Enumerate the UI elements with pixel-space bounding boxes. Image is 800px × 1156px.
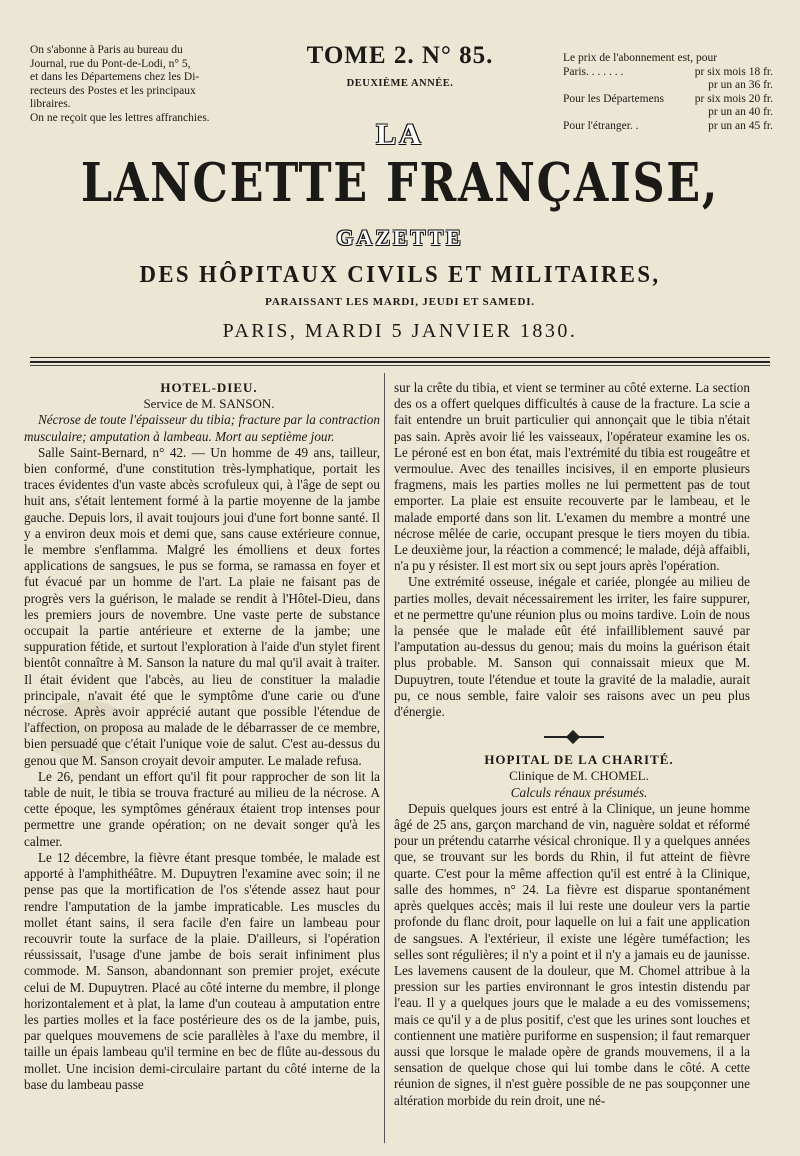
publication-schedule: PARAISSANT LES MARDI, JEUDI ET SAMEDI. [265,296,535,308]
subscription-line: On s'abonne à Paris au bureau du [30,44,183,56]
clinic-label: Clinique de M. CHOMEL. [509,768,649,784]
article-paragraph: Salle Saint-Bernard, n° 42. — Un homme de 49 ans, tailleur, bien conformé, d'une constitution très-lymphatique, portait les traces évidentes d'un vaste abcès scrofuleux qui, à l'âge de sept ou huit ans, s'était lentement formé à la partie moyenne de la jambe gauche. Depuis lors, il avait toujours joui d'une fort bonne santé. Il y a environ deux mois et demi que, sans cause extérieure connue, le membre s'enflamma. Malgré les émolliens et deux fortes applications de sangsues, le pus se forma, se ramassa en foyer et fut évacué par un homme de l'art. La plaie ne faisant pas de progrès vers la guérison, le malade se rendit à l'Hôtel-Dieu, dans les premiers jours de novembre. Une vaste perte de substance occupait la partie antérieure et externe de la jambe; une suppuration fétide, et surtout l'exploration à l'aide d'un stylet firent bientôt connaître à M. Sanson la nature du mal qu'il avait à traiter. Il était évident que l'abcès, au lieu de constituer la maladie principale, n'avait été que le symptôme d'une carie ou d'une nécrose. Après avoir apprécié autant que possible l'étendue de l'affection, on proposa au malade de le débarrasser de ce membre, bien persuadé que c'était l'unique voie de salut. C'est au-dessus du genou que M. Sanson croyait devoir amputer. Le malade refusa. [24,444,380,768]
price-row [563,66,773,80]
article-paragraph: Depuis quelques jours est entré à la Clinique, un jeune homme âgé de 25 ans, garçon marchand de vin, naguère soldat et réformé pour un prétendu catarrhe vésical chronique. Il y a quelques années que, se trouvant sur les bords du Rhin, il fut atteint de fièvre quarte. C'est pour la même affection qu'il est entré à la Clinique, salle des hommes, n° 24. La fièvre est disparue spontanément après quelques accès; mais il lui reste une douleur vers la partie profonde du flanc droit, pour laquelle on lui a fait une application de sangsues. A l'extérieur, il existe une légère tuméfaction; les selles sont régulières; il n'y a point et il n'y a jamais eu de jaunisse. Les lavemens causent de la douleur, que M. Chomel attribue à la pression sur les parties environnant le gros intestin distendu par l'eau. Il y a quelques jours que le malade a eu des vomissemens; mais ce qu'il y a de plus positif, c'est que les urines sont louches et contiennent une matière puriforme en suspension; il faut remarquer aussi que lorsque le malade opère de grands mouvemens, il a la sensation de quelque chose qui lui tombe dans le côté. A cette réunion de signes, il n'est guère possible de ne pas soupçonner une altération morbide du rein droit, une né- [394,800,750,1108]
price-value: pr six mois 20 fr. [694,92,773,105]
subscription-line: et dans les Départemens chez les Di- [30,71,200,83]
gazette-label: GAZETTE [336,225,464,250]
article-paragraph: sur la crête du tibia, et vient se terminer au côté externe. La section des os a offert quelques difficultés à cause de la fracture. La scie a fait entendre un bruit particulier qui annonçait que le tibia n'était pas sain. Après avoir lié les vaisseaux, l'opérateur examine les os. Le péroné est en bon état, mais l'extrémité du tibia est rougeâtre et vermoulue. Avec des tenailles incisives, il en emporte plusieurs fragmens, mais les parties molles ne lui permettent pas de tout emporter. La plaie est ensuite recouverte par le lambeau, et le malade emporté dans son lit. L'examen du membre a montré une nécrose mêlée de carie, occupant presque le tiers moyen du tibia. Le deuxième jour, la réaction a commencé; le malade, déjà affaibli, n'a pu y résister. Il est mort six ou sept jours après l'opération. [394,380,750,574]
price-value: pr un an 40 fr. [708,106,773,118]
service-label: Service de M. SANSON. [143,396,275,412]
left-column [24,380,380,1093]
section-heading: HOTEL-DIEU. [160,380,258,395]
issue-info [270,40,530,89]
case-title: Nécrose de toute l'épaisseur du tibia; fracture par la contraction musculaire; amputation à lambeau. Mort au septième jour. [24,412,380,444]
subscription-line: recteurs des Postes et les principaux [30,84,196,97]
masthead-rule [30,357,770,363]
price-value: pr un an 36 fr. [708,79,773,91]
price-value: pr un an 45 fr. [708,119,773,132]
year-label: DEUXIÈME ANNÉE. [346,78,454,89]
subscription-line: libraires. [30,98,71,110]
subscription-line: Journal, rue du Pont-de-Lodi, n° 5, [30,57,191,70]
dateline: PARIS, MARDI 5 JANVIER 1830. [222,320,578,342]
price-row [563,79,773,93]
section-ornament [394,728,750,746]
article-paragraph: Une extrémité osseuse, inégale et cariée, plongée au milieu de parties molles, devait nécessairement les irriter, les faire suppurer, et ne permettre qu'une réunion plus ou moins tardive. Loin de nous la pensée que le malade eût été infailliblement sauvé par l'amputation au-dessus du genou; mais du moins la guérison était plus probable. M. Sanson qui connaissait mieux que M. Dupuytren, toute l'étendue et toute la gravité de la maladie, aurait pu, ce nous semble, faire valoir ses raisons avec un peu plus d'énergie. [394,574,750,720]
masthead-rule-thin [30,365,770,366]
tome-number: TOME 2. N° 85. [306,42,494,69]
newspaper-title: LANCETTE FRANÇAISE, [80,152,720,214]
article-paragraph: Le 26, pendant un effort qu'il fit pour rapprocher de son lit la table de nuit, le tibia se trouva fracturé au milieu de la nécrose. A cette époque, les symptômes généraux étaient trop intenses pour permettre une grande opération; on ne devait songer qu'à les calmer. [24,768,380,849]
price-value: pr six mois 18 fr. [694,65,773,78]
price-label: Pour l'étranger. . [563,119,639,132]
right-column [394,380,750,1109]
price-row [563,93,773,107]
masthead-la: LA [376,118,424,151]
article-paragraph: Le 12 décembre, la fièvre étant presque tombée, le malade est apporté à l'amphithéâtre. M. Dupuytren l'examine avec soin; il ne pense pas que la mortification de l'os s'étende assez haut pour rendre l'amputation de la jambe impraticable. Les muscles du mollet étant sains, il sera facile d'en faire un lambeau pour recouvrir toute la surface de la plaie. D'ailleurs, si l'opération réussissait, l'usage d'une jambe de bois serait infiniment plus commode. M. Sanson, abandonnant son premier projet, exécute celui de M. Dupuytren. Placé au côté interne du membre, il plonge horizontalement et à plat, la lame d'un couteau à amputation entre les parties molles et la face postérieure des os de la jambe, puis, par quelques mouvemens de scie parallèles à l'axe du membre, il taille un épais lambeau qu'il termine en bec de flûte au-dessous du mollet. Une incision demi-circulaire partant du côté interne de la base du lambeau passe [24,849,380,1092]
price-label: Paris. . . . . . . [563,65,624,78]
price-title: Le prix de l'abonnement est, pour [563,52,718,64]
case-title: Calculs rénaux présumés. [510,784,648,800]
section-heading: HOPITAL DE LA CHARITÉ. [484,752,674,768]
newspaper-subtitle: DES HÔPITAUX CIVILS ET MILITAIRES, [139,262,661,288]
subscription-info [30,44,240,125]
subscription-line: On ne reçoit que les lettres affranchies. [30,111,210,124]
column-divider [384,373,385,1143]
ornament-diamond [566,730,580,744]
price-label: Pour les Départemens [563,92,664,105]
